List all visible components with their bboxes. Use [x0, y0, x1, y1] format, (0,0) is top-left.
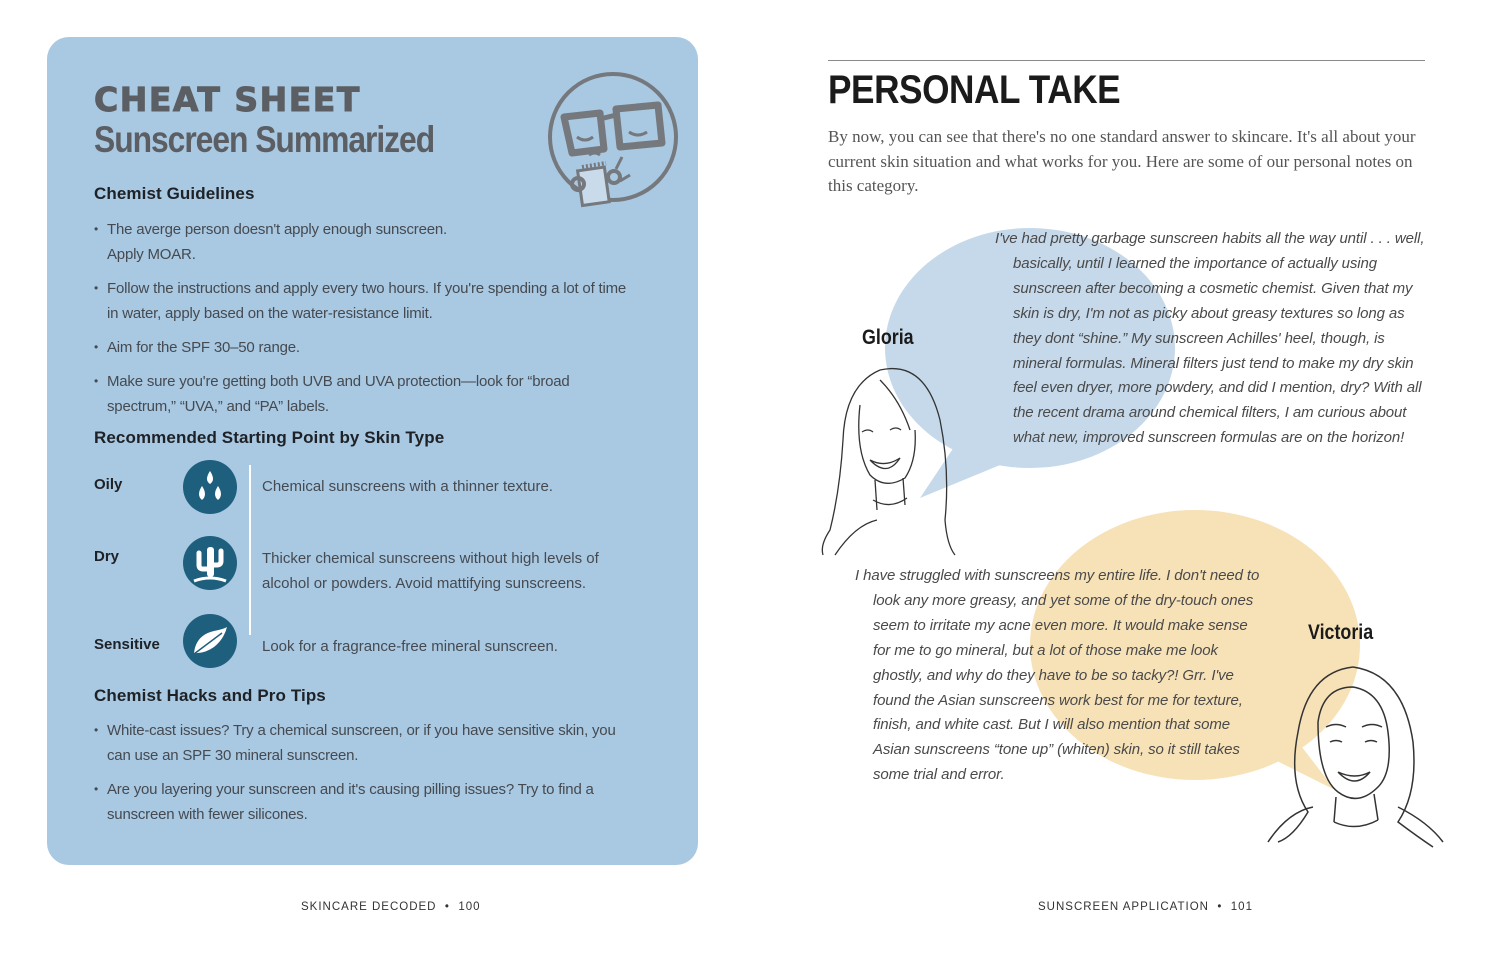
victoria-quote: I have struggled with sunscreens my entire life. I don't need to look any more greasy, and yet some of the dry-touch ones seem to irritate my acne even more. It would make sense for me to go mineral, but a lot of those make me look ghostly, and why do they have to be so tacky?! Grr. I've found the Asian sunscreens work best for me for texture, finish, and white cast. But I will also mention that some Asian sunscreens “tone up” (whiten) skin, so it still takes some trial and error.: [855, 567, 1260, 784]
skin-type-label: Dry: [94, 548, 120, 565]
victoria-portrait-illustration: [1258, 662, 1448, 862]
right-page-footer: [1038, 901, 1253, 913]
skin-type-recommendation: Look for a fragrance-free mineral sunscreen.: [262, 638, 558, 655]
cheat-sheet-subtitle: Sunscreen Summarized: [94, 119, 435, 160]
hack-item: • White-cast issues? Try a chemical sunscreen, or if you have sensitive skin, you can use an SPF 30 mineral sunscreen.: [94, 718, 637, 768]
book-title: SKINCARE DECODED: [301, 901, 437, 913]
water-drops-icon: [183, 460, 237, 514]
skin-type-divider: [249, 465, 251, 635]
guideline-item: • Make sure you're getting both UVB and UVA protection—look for “broad spectrum,” “UVA,” and “PA” labels.: [94, 369, 607, 419]
glasses-mascot-icon: [512, 57, 682, 217]
footer-separator: •: [1217, 901, 1223, 913]
chemist-guidelines-heading: Chemist Guidelines: [94, 184, 255, 203]
gloria-name-label: Gloria: [862, 326, 914, 349]
skin-type-label: Oily: [94, 476, 123, 493]
chemist-hacks-heading: Chemist Hacks and Pro Tips: [94, 686, 326, 705]
intro-paragraph: By now, you can see that there's no one standard answer to skincare. It's all about your current skin situation and what works for you. Here are some of our personal notes on this category.: [828, 127, 1416, 195]
hack-item: • Are you layering your sunscreen and it's causing pilling issues? Try to find a sunscreen with fewer silicones.: [94, 777, 617, 827]
page-number: 101: [1230, 901, 1253, 913]
feather-icon: [183, 614, 237, 668]
personal-take-title: PERSONAL TAKE: [828, 68, 1121, 112]
cheat-sheet-title: CHEAT SHEET: [94, 80, 361, 119]
gloria-portrait-illustration: [815, 360, 965, 560]
guideline-item: • Follow the instructions and apply every two hours. If you're spending a lot of time in water, apply based on the water-resistance limit.: [94, 276, 627, 326]
skin-type-recommendation: Thicker chemical sunscreens without high levels of alcohol or powders. Avoid mattifying sunscreens.: [262, 550, 599, 592]
victoria-name-label: Victoria: [1308, 621, 1374, 644]
guideline-item: • Aim for the SPF 30–50 range.: [94, 335, 654, 360]
cactus-icon: [183, 536, 237, 590]
section-title: SUNSCREEN APPLICATION: [1038, 901, 1209, 913]
top-rule-divider: [828, 60, 1425, 61]
skin-type-label: Sensitive: [94, 636, 160, 653]
guidelines-list: [94, 217, 654, 428]
gloria-quote: I've had pretty garbage sunscreen habits all the way until . . . well, basically, until I learned the importance of actually using sunscreen after becoming a cosmetic chemist. Given that my skin is dry, I'm not as picky about greasy textures so long as they dont “shine.” My sunscreen Achilles' heel, though, is mineral formulas. Mineral filters just tend to make my dry skin feel even dryer, more powdery, and did I mention, dry? With all the recent drama around chemical filters, I am curious about what new, improved sunscreen formulas are on the horizon!: [995, 230, 1425, 447]
skin-type-heading: Recommended Starting Point by Skin Type: [94, 428, 445, 447]
footer-separator: •: [444, 901, 450, 913]
hacks-list: [94, 718, 654, 836]
cheat-sheet-panel: [47, 37, 698, 865]
skin-type-recommendation: Chemical sunscreens with a thinner texture.: [262, 478, 553, 495]
page-number: 100: [458, 901, 481, 913]
guideline-item: • The averge person doesn't apply enough sunscreen. Apply MOAR.: [94, 217, 467, 267]
left-page-footer: [301, 901, 481, 913]
